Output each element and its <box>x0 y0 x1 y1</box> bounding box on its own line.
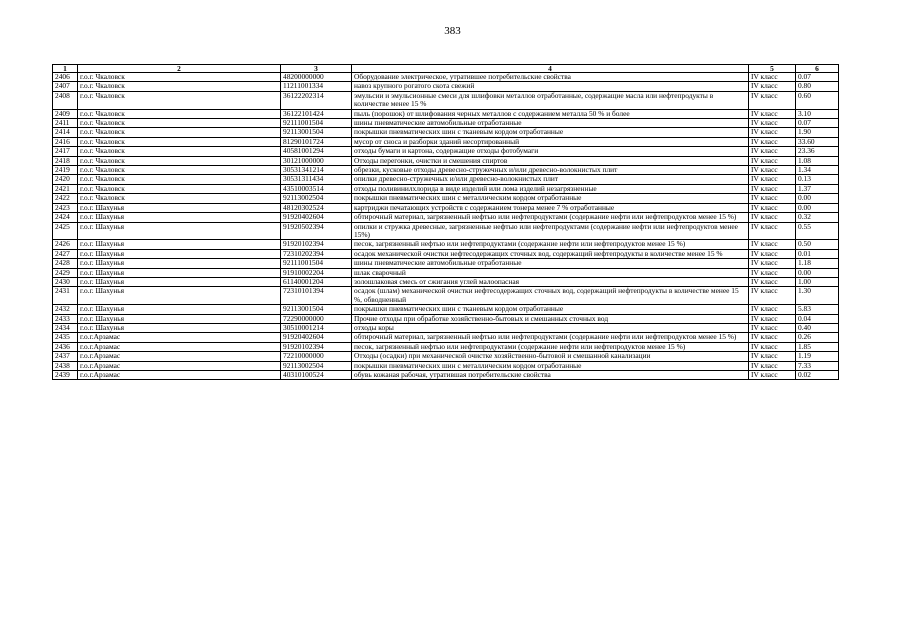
row-number-cell: 2419 <box>53 166 78 175</box>
district-cell: г.о.г.Арзамас <box>78 371 281 380</box>
district-cell: г.о.г. Чкаловск <box>78 91 281 109</box>
column-header: 2 <box>78 65 281 73</box>
row-number-cell: 2434 <box>53 323 78 332</box>
quantity-cell: 33.60 <box>796 137 839 146</box>
hazard-class-cell: IV класс <box>749 156 796 165</box>
waste-code-cell: 48200000000 <box>281 73 352 82</box>
waste-name-cell: эмульсии и эмульсионные смеси для шлифовки металлов отработанные, содержащие масла или нефтепродукты в количестве менее 15 % <box>352 91 749 109</box>
quantity-cell: 3.10 <box>796 109 839 118</box>
waste-name-cell: покрышки пневматических шин с тканевым кордом отработанные <box>352 305 749 314</box>
hazard-class-cell: IV класс <box>749 259 796 268</box>
hazard-class-cell: IV класс <box>749 128 796 137</box>
quantity-cell: 0.32 <box>796 213 839 222</box>
table-row <box>53 287 839 305</box>
table-row <box>53 259 839 268</box>
hazard-class-cell: IV класс <box>749 147 796 156</box>
waste-code-cell: 61140001204 <box>281 277 352 286</box>
waste-code-cell: 92111001504 <box>281 259 352 268</box>
waste-code-cell: 48120302524 <box>281 203 352 212</box>
quantity-cell: 1.30 <box>796 287 839 305</box>
district-cell: г.о.г. Чкаловск <box>78 128 281 137</box>
waste-name-cell: обтирочный материал, загрязненный нефтью или нефтепродуктами (содержание нефти или нефтепродуктов менее 15 %) <box>352 213 749 222</box>
waste-name-cell: отходы бумаги и картона, содержащие отходы фотобумаги <box>352 147 749 156</box>
hazard-class-cell: IV класс <box>749 119 796 128</box>
waste-name-cell: шины пневматические автомобильные отработанные <box>352 259 749 268</box>
row-number-cell: 2406 <box>53 73 78 82</box>
district-cell: г.о.г. Чкаловск <box>78 119 281 128</box>
waste-name-cell: навоз крупного рогатого скота свежий <box>352 82 749 91</box>
row-number-cell: 2424 <box>53 213 78 222</box>
district-cell: г.о.г. Чкаловск <box>78 184 281 193</box>
row-number-cell: 2409 <box>53 109 78 118</box>
hazard-class-cell: IV класс <box>749 352 796 361</box>
row-number-cell: 2427 <box>53 249 78 258</box>
quantity-cell: 1.34 <box>796 166 839 175</box>
hazard-class-cell: IV класс <box>749 314 796 323</box>
column-header: 3 <box>281 65 352 73</box>
hazard-class-cell: IV класс <box>749 184 796 193</box>
quantity-cell: 1.18 <box>796 259 839 268</box>
hazard-class-cell: IV класс <box>749 203 796 212</box>
waste-name-cell: картриджи печатающих устройств с содержанием тонера менее 7 % отработанные <box>352 203 749 212</box>
district-cell: г.о.г.Арзамас <box>78 361 281 370</box>
waste-code-cell: 92113002504 <box>281 361 352 370</box>
waste-name-cell: шлак сварочный <box>352 268 749 277</box>
waste-name-cell: осадок механической очистки нефтесодержащих сточных вод, содержащий нефтепродукты в количестве менее 15 % <box>352 249 749 258</box>
waste-name-cell: отходы поливинилхлорида в виде изделий или лома изделий незагрязненные <box>352 184 749 193</box>
table-row <box>53 147 839 156</box>
waste-code-cell: 91920102394 <box>281 240 352 249</box>
hazard-class-cell: IV класс <box>749 73 796 82</box>
waste-name-cell: песок, загрязненный нефтью или нефтепродуктами (содержание нефти или нефтепродуктов менее 15 %) <box>352 240 749 249</box>
waste-name-cell: Прочие отходы при обработке хозяйственно-бытовых и смешанных сточных вод <box>352 314 749 323</box>
table-row <box>53 361 839 370</box>
page-number: 383 <box>444 25 461 37</box>
hazard-class-cell: IV класс <box>749 323 796 332</box>
quantity-cell: 0.00 <box>796 194 839 203</box>
waste-name-cell: Отходы перегонки, очистки и смешения спиртов <box>352 156 749 165</box>
row-number-cell: 2422 <box>53 194 78 203</box>
waste-code-cell: 72290000000 <box>281 314 352 323</box>
row-number-cell: 2429 <box>53 268 78 277</box>
quantity-cell: 1.08 <box>796 156 839 165</box>
waste-name-cell: обрезки, кусковые отходы древесно-стружечных и/или древесно-волокнистых плит <box>352 166 749 175</box>
hazard-class-cell: IV класс <box>749 109 796 118</box>
district-cell: г.о.г. Шахунья <box>78 287 281 305</box>
table-row <box>53 128 839 137</box>
waste-name-cell: мусор от сноса и разборки зданий несортированный <box>352 137 749 146</box>
waste-code-cell: 72310101394 <box>281 287 352 305</box>
table-row <box>53 268 839 277</box>
district-cell: г.о.г. Чкаловск <box>78 147 281 156</box>
hazard-class-cell: IV класс <box>749 137 796 146</box>
waste-name-cell: осадок (шлам) механической очистки нефтесодержащих сточных вод, содержащий нефтепродукты в количестве менее 15 %, обводненный <box>352 287 749 305</box>
district-cell: г.о.г. Чкаловск <box>78 73 281 82</box>
waste-code-cell: 92113001504 <box>281 128 352 137</box>
hazard-class-cell: IV класс <box>749 277 796 286</box>
row-number-cell: 2417 <box>53 147 78 156</box>
waste-code-cell: 91920402604 <box>281 213 352 222</box>
hazard-class-cell: IV класс <box>749 240 796 249</box>
quantity-cell: 5.83 <box>796 305 839 314</box>
quantity-cell: 1.37 <box>796 184 839 193</box>
district-cell: г.о.г. Чкаловск <box>78 156 281 165</box>
row-number-cell: 2418 <box>53 156 78 165</box>
district-cell: г.о.г.Арзамас <box>78 342 281 351</box>
quantity-cell: 7.33 <box>796 361 839 370</box>
waste-code-cell: 30531341214 <box>281 166 352 175</box>
table-row <box>53 277 839 286</box>
district-cell: г.о.г. Чкаловск <box>78 175 281 184</box>
row-number-cell: 2438 <box>53 361 78 370</box>
quantity-cell: 0.02 <box>796 371 839 380</box>
quantity-cell: 0.01 <box>796 249 839 258</box>
district-cell: г.о.г. Шахунья <box>78 314 281 323</box>
table-row <box>53 305 839 314</box>
district-cell: г.о.г. Шахунья <box>78 277 281 286</box>
table-row <box>53 119 839 128</box>
table-row <box>53 82 839 91</box>
waste-code-cell: 91910002204 <box>281 268 352 277</box>
row-number-cell: 2407 <box>53 82 78 91</box>
hazard-class-cell: IV класс <box>749 305 796 314</box>
waste-code-cell: 30121000000 <box>281 156 352 165</box>
quantity-cell: 0.40 <box>796 323 839 332</box>
table-row <box>53 213 839 222</box>
quantity-cell: 0.80 <box>796 82 839 91</box>
waste-code-cell: 43510003514 <box>281 184 352 193</box>
district-cell: г.о.г. Шахунья <box>78 249 281 258</box>
hazard-class-cell: IV класс <box>749 268 796 277</box>
waste-name-cell: обтирочный материал, загрязненный нефтью или нефтепродуктами (содержание нефти или нефтепродуктов менее 15 %) <box>352 333 749 342</box>
district-cell: г.о.г.Арзамас <box>78 333 281 342</box>
column-header: 6 <box>796 65 839 73</box>
district-cell: г.о.г. Шахунья <box>78 323 281 332</box>
quantity-cell: 0.04 <box>796 314 839 323</box>
table-row <box>53 137 839 146</box>
hazard-class-cell: IV класс <box>749 342 796 351</box>
row-number-cell: 2421 <box>53 184 78 193</box>
hazard-class-cell: IV класс <box>749 361 796 370</box>
table-row <box>53 203 839 212</box>
quantity-cell: 1.19 <box>796 352 839 361</box>
hazard-class-cell: IV класс <box>749 333 796 342</box>
quantity-cell: 0.07 <box>796 73 839 82</box>
row-number-cell: 2439 <box>53 371 78 380</box>
waste-name-cell: отходы коры <box>352 323 749 332</box>
waste-code-cell: 30531311434 <box>281 175 352 184</box>
waste-code-cell: 40310100524 <box>281 371 352 380</box>
waste-name-cell: Оборудование электрическое, утратившее потребительские свойства <box>352 73 749 82</box>
district-cell: г.о.г. Чкаловск <box>78 137 281 146</box>
table-row <box>53 352 839 361</box>
table-row <box>53 323 839 332</box>
row-number-cell: 2428 <box>53 259 78 268</box>
table-row <box>53 194 839 203</box>
quantity-cell: 0.00 <box>796 268 839 277</box>
quantity-cell: 0.07 <box>796 119 839 128</box>
waste-name-cell: шины пневматические автомобильные отработанные <box>352 119 749 128</box>
waste-name-cell: опилки древесно-стружечных и/или древесно-волокнистых плит <box>352 175 749 184</box>
waste-registry-table <box>52 64 839 380</box>
waste-code-cell: 91920402604 <box>281 333 352 342</box>
district-cell: г.о.г. Чкаловск <box>78 82 281 91</box>
waste-code-cell: 91920502394 <box>281 222 352 240</box>
district-cell: г.о.г. Шахунья <box>78 213 281 222</box>
row-number-cell: 2430 <box>53 277 78 286</box>
table-row <box>53 166 839 175</box>
district-cell: г.о.г. Чкаловск <box>78 194 281 203</box>
waste-code-cell: 92113001504 <box>281 305 352 314</box>
hazard-class-cell: IV класс <box>749 194 796 203</box>
district-cell: г.о.г. Шахунья <box>78 203 281 212</box>
row-number-cell: 2432 <box>53 305 78 314</box>
quantity-cell: 1.90 <box>796 128 839 137</box>
waste-code-cell: 92111001504 <box>281 119 352 128</box>
waste-name-cell: Отходы (осадки) при механической очистке хозяйственно-бытовой и смешанной канализации <box>352 352 749 361</box>
hazard-class-cell: IV класс <box>749 91 796 109</box>
waste-code-cell: 30510001214 <box>281 323 352 332</box>
column-header: 1 <box>53 65 78 73</box>
quantity-cell: 1.00 <box>796 277 839 286</box>
table-row <box>53 156 839 165</box>
waste-code-cell: 91920102394 <box>281 342 352 351</box>
waste-code-cell: 92113002504 <box>281 194 352 203</box>
quantity-cell: 0.55 <box>796 222 839 240</box>
hazard-class-cell: IV класс <box>749 222 796 240</box>
quantity-cell: 23.36 <box>796 147 839 156</box>
hazard-class-cell: IV класс <box>749 371 796 380</box>
waste-name-cell: опилки и стружка древесные, загрязненные нефтью или нефтепродуктами (содержание нефти или нефтепродуктов менее 15%) <box>352 222 749 240</box>
row-number-cell: 2423 <box>53 203 78 212</box>
row-number-cell: 2436 <box>53 342 78 351</box>
district-cell: г.о.г. Чкаловск <box>78 166 281 175</box>
row-number-cell: 2435 <box>53 333 78 342</box>
table-row <box>53 184 839 193</box>
waste-name-cell: покрышки пневматических шин с металлическим кордом отработанные <box>352 194 749 203</box>
table-row <box>53 333 839 342</box>
quantity-cell: 0.00 <box>796 203 839 212</box>
table-row <box>53 314 839 323</box>
waste-name-cell: пыль (порошок) от шлифования черных металлов с содержанием металла 50 % и более <box>352 109 749 118</box>
district-cell: г.о.г.Арзамас <box>78 352 281 361</box>
quantity-cell: 0.26 <box>796 333 839 342</box>
row-number-cell: 2431 <box>53 287 78 305</box>
hazard-class-cell: IV класс <box>749 287 796 305</box>
waste-name-cell: покрышки пневматических шин с тканевым кордом отработанные <box>352 128 749 137</box>
district-cell: г.о.г. Шахунья <box>78 222 281 240</box>
hazard-class-cell: IV класс <box>749 82 796 91</box>
waste-name-cell: золошлаковая смесь от сжигания углей малоопасная <box>352 277 749 286</box>
waste-name-cell: покрышки пневматических шин с металлическим кордом отработанные <box>352 361 749 370</box>
district-cell: г.о.г. Шахунья <box>78 268 281 277</box>
quantity-cell: 0.50 <box>796 240 839 249</box>
waste-name-cell: обувь кожаная рабочая, утратившая потребительские свойства <box>352 371 749 380</box>
table-row <box>53 91 839 109</box>
table-row <box>53 73 839 82</box>
district-cell: г.о.г. Шахунья <box>78 240 281 249</box>
waste-code-cell: 72310202394 <box>281 249 352 258</box>
column-header: 4 <box>352 65 749 73</box>
hazard-class-cell: IV класс <box>749 213 796 222</box>
table-row <box>53 222 839 240</box>
row-number-cell: 2416 <box>53 137 78 146</box>
row-number-cell: 2414 <box>53 128 78 137</box>
row-number-cell: 2433 <box>53 314 78 323</box>
waste-code-cell: 40581001294 <box>281 147 352 156</box>
row-number-cell: 2425 <box>53 222 78 240</box>
waste-name-cell: песок, загрязненный нефтью или нефтепродуктами (содержание нефти или нефтепродуктов менее 15 %) <box>352 342 749 351</box>
column-header: 5 <box>749 65 796 73</box>
table-row <box>53 249 839 258</box>
row-number-cell: 2408 <box>53 91 78 109</box>
row-number-cell: 2437 <box>53 352 78 361</box>
quantity-cell: 0.13 <box>796 175 839 184</box>
waste-code-cell: 36122101424 <box>281 109 352 118</box>
table-row <box>53 371 839 380</box>
table-body <box>53 73 839 380</box>
row-number-cell: 2411 <box>53 119 78 128</box>
quantity-cell: 0.60 <box>796 91 839 109</box>
row-number-cell: 2426 <box>53 240 78 249</box>
district-cell: г.о.г. Чкаловск <box>78 109 281 118</box>
table-row <box>53 109 839 118</box>
table-row <box>53 240 839 249</box>
district-cell: г.о.г. Шахунья <box>78 259 281 268</box>
table-row <box>53 342 839 351</box>
district-cell: г.о.г. Шахунья <box>78 305 281 314</box>
waste-code-cell: 11211001334 <box>281 82 352 91</box>
waste-code-cell: 72210000000 <box>281 352 352 361</box>
hazard-class-cell: IV класс <box>749 175 796 184</box>
hazard-class-cell: IV класс <box>749 166 796 175</box>
quantity-cell: 1.85 <box>796 342 839 351</box>
waste-code-cell: 81290101724 <box>281 137 352 146</box>
table-row <box>53 175 839 184</box>
row-number-cell: 2420 <box>53 175 78 184</box>
hazard-class-cell: IV класс <box>749 249 796 258</box>
header-row <box>53 65 839 73</box>
waste-code-cell: 36122202314 <box>281 91 352 109</box>
